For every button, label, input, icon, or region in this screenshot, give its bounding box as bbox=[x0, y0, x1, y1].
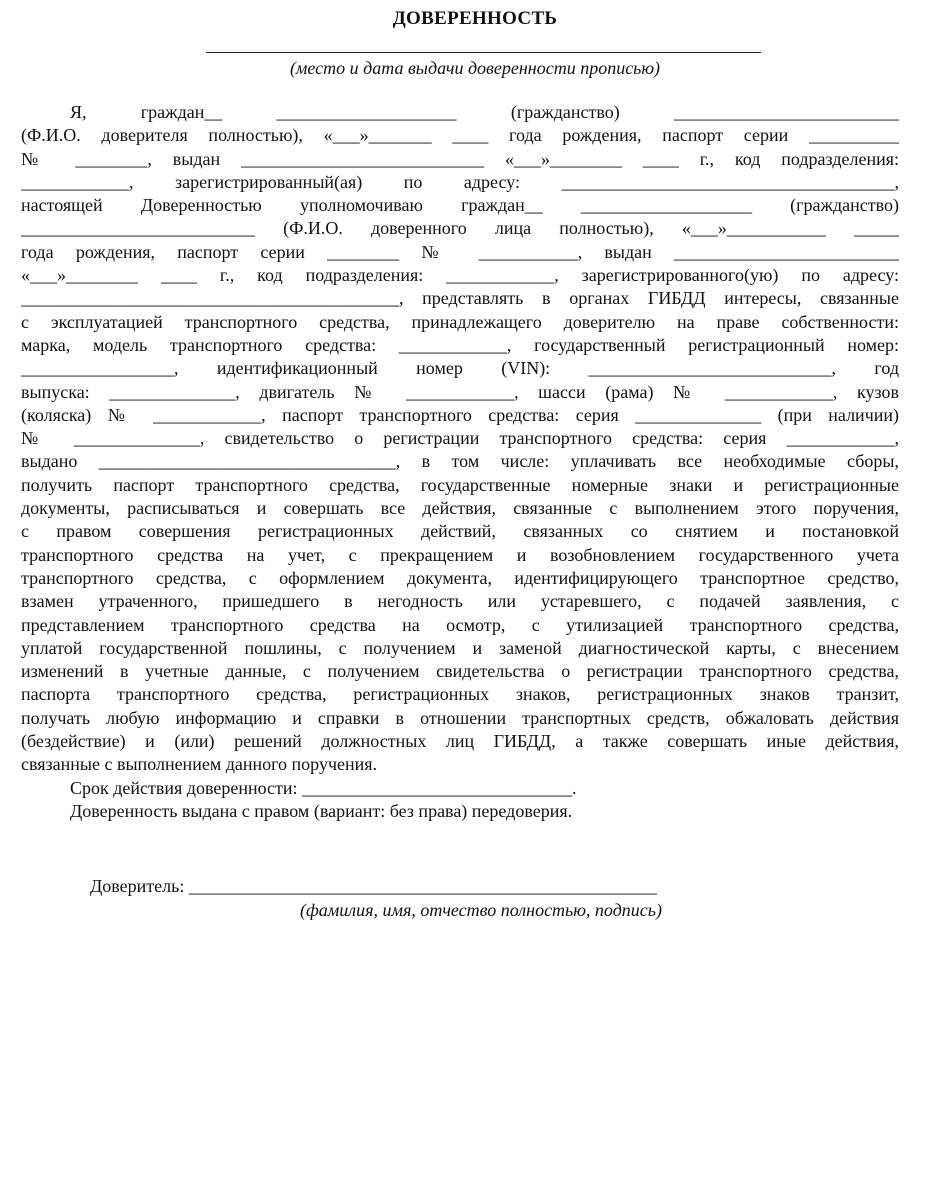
signature-hint: (фамилия, имя, отчество полностью, подпись) bbox=[300, 900, 662, 920]
body-line: транспортного средства на учет, с прекращением и возобновлением государственного учета bbox=[21, 544, 899, 565]
principal-signature-line: Доверитель: ____________________________________________________ bbox=[90, 876, 657, 896]
body-line: марка, модель транспортного средства: ____________, государственный регистрационный номер: bbox=[21, 334, 899, 355]
body-line: связанные с выполнением данного поручения. bbox=[21, 754, 378, 775]
place-date-line bbox=[206, 52, 761, 53]
body-line: изменений в учетные данные, с получением свидетельства о регистрации транспортного средства, bbox=[21, 661, 899, 682]
body-line: выдано _________________________________, в том числе: уплачивать все необходимые сборы, bbox=[21, 451, 899, 472]
body-line: Я, граждан__ ____________________ (гражданство) _________________________ bbox=[70, 102, 899, 122]
body-line: паспорта транспортного средства, регистрационных знаков, регистрационных знаков транзит, bbox=[21, 684, 899, 705]
body-line: (бездействие) и (или) решений должностных лиц ГИБДД, а также совершать иные действия, bbox=[21, 731, 899, 752]
validity-line: Срок действия доверенности: ______________________________. bbox=[70, 777, 577, 798]
body-line: _________________, идентификационный номер (VIN): ___________________________, год bbox=[21, 358, 899, 379]
body-line: уплатой государственной пошлины, с получением и заменой диагностической карты, с внесением bbox=[21, 637, 899, 658]
body-line: № ________, выдан ___________________________ «___»________ ____ г., код подразделения: bbox=[21, 148, 899, 169]
body-line: получить паспорт транспортного средства, государственные номерные знаки и регистрационные bbox=[21, 474, 899, 495]
body-line: представлением транспортного средства на осмотр, с утилизацией транспортного средства, bbox=[21, 614, 899, 635]
body-line: ____________, зарегистрированный(ая) по адресу: _____________________________________, bbox=[21, 171, 899, 192]
subdelegation-line: Доверенность выдана с правом (вариант: без права) передоверия. bbox=[70, 800, 573, 821]
body-line: с эксплуатацией транспортного средства, принадлежащего доверителю на праве собственности: bbox=[21, 311, 899, 332]
body-line: № ______________, свидетельство о регистрации транспортного средства: серия ____________, bbox=[21, 428, 899, 449]
body-line: __________________________________________, представлять в органах ГИБДД интересы, связанные bbox=[21, 288, 899, 309]
place-date-hint: (место и дата выдачи доверенности прописью) bbox=[289, 58, 661, 78]
body-line: с правом совершения регистрационных действий, связанных со снятием и постановкой bbox=[21, 521, 899, 542]
body-line: __________________________ (Ф.И.О. доверенного лица полностью), «___»___________ _____ bbox=[21, 218, 899, 239]
document-title: ДОВЕРЕННОСТЬ bbox=[392, 8, 558, 29]
body-line: взамен утраченного, пришедшего в негодность или устаревшего, с подачей заявления, с bbox=[21, 591, 899, 612]
body-line: года рождения, паспорт серии ________ № ___________, выдан _________________________ bbox=[21, 241, 899, 262]
body-line: получать любую информацию и справки в отношении транспортных средств, обжаловать действия bbox=[21, 707, 899, 728]
document-body bbox=[21, 101, 899, 823]
body-line: (коляска) № ____________, паспорт транспортного средства: серия ______________ (при наличии) bbox=[21, 404, 899, 425]
body-line: выпуска: ______________, двигатель № ____________, шасси (рама) № ____________, кузов bbox=[21, 381, 899, 402]
body-line: транспортного средства, с оформлением документа, идентифицирующего транспортное средство, bbox=[21, 567, 899, 588]
body-line: (Ф.И.О. доверителя полностью), «___»_______ ____ года рождения, паспорт серии __________ bbox=[21, 125, 899, 146]
body-line: документы, расписываться и совершать все действия, связанные с выполнением этого поручения, bbox=[21, 498, 899, 519]
body-line: настоящей Доверенностью уполномочиваю граждан__ ___________________ (гражданство) bbox=[21, 195, 899, 216]
body-line: «___»________ ____ г., код подразделения: ____________, зарегистрированного(ую) по адресу: bbox=[21, 265, 899, 286]
